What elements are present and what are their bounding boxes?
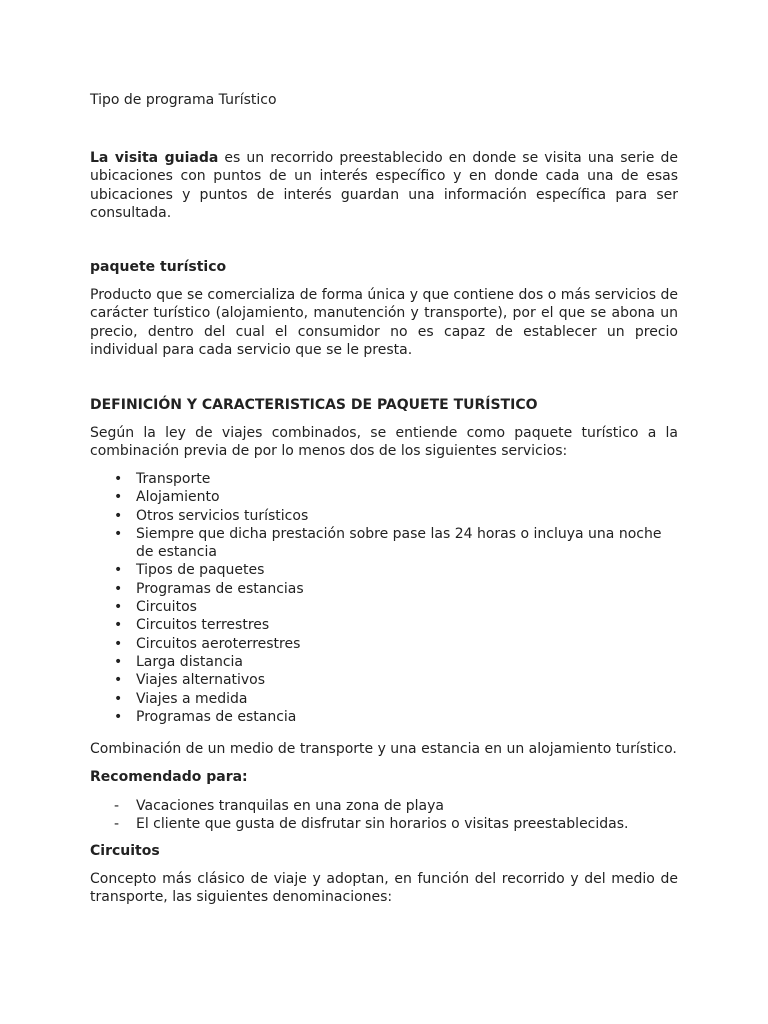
list-item: • Otros servicios turísticos [90, 507, 678, 525]
list-item: - El cliente que gusta de disfrutar sin horarios o visitas preestablecidas. [90, 815, 678, 833]
definicion-paragraph: Según la ley de viajes combinados, se entiende como paquete turístico a la combinación previa de por lo menos dos de los siguientes servicios: [90, 425, 678, 460]
list-item: • Transporte [90, 470, 678, 488]
paquete-paragraph: Producto que se comercializa de forma única y que contiene dos o más servicios de carácter turístico (alojamiento, manutención y transporte), por el que se abona un precio, dentro del cual el consumidor no es capaz de establecer un precio individual para cada servicio que se le presta. [90, 287, 678, 358]
recomendado-heading: Recomendado para: [90, 769, 248, 785]
definicion-heading: DEFINICIÓN Y CARACTERISTICAS DE PAQUETE TURÍSTICO [90, 397, 538, 413]
recomendado-dash-list [90, 797, 678, 834]
combinacion-paragraph: Combinación de un medio de transporte y una estancia en un alojamiento turístico. [90, 741, 677, 757]
list-item: • Alojamiento [90, 488, 678, 506]
list-item: • Tipos de paquetes [90, 561, 678, 579]
list-item: • Programas de estancia [90, 708, 678, 726]
list-item: • Circuitos terrestres [90, 616, 678, 634]
circuitos-paragraph: Concepto más clásico de viaje y adoptan, en función del recorrido y del medio de transporte, las siguientes denominaciones: [90, 871, 678, 906]
services-bullet-list [90, 470, 678, 726]
list-item: • Viajes alternativos [90, 671, 678, 689]
paquete-heading: paquete turístico [90, 259, 227, 275]
list-item: • Circuitos aeroterrestres [90, 635, 678, 653]
list-item: • Siempre que dicha prestación sobre pase las 24 horas o incluya una noche de estancia [90, 525, 678, 562]
intro-bold-lead: La visita guiada [90, 150, 219, 166]
list-item: - Vacaciones tranquilas en una zona de playa [90, 797, 678, 815]
circuitos-heading: Circuitos [90, 843, 160, 859]
list-item: • Viajes a medida [90, 690, 678, 708]
list-item: • Circuitos [90, 598, 678, 616]
intro-paragraph [90, 149, 678, 222]
list-item: • Larga distancia [90, 653, 678, 671]
intro-text: es un recorrido preestablecido en donde se visita una serie de ubicaciones con puntos de un interés específico y en donde cada una de esas ubicaciones y puntos de interés guardan una información específica para ser consultada. [90, 150, 679, 221]
document-title: Tipo de programa Turístico [90, 92, 277, 108]
list-item: • Programas de estancias [90, 580, 678, 598]
